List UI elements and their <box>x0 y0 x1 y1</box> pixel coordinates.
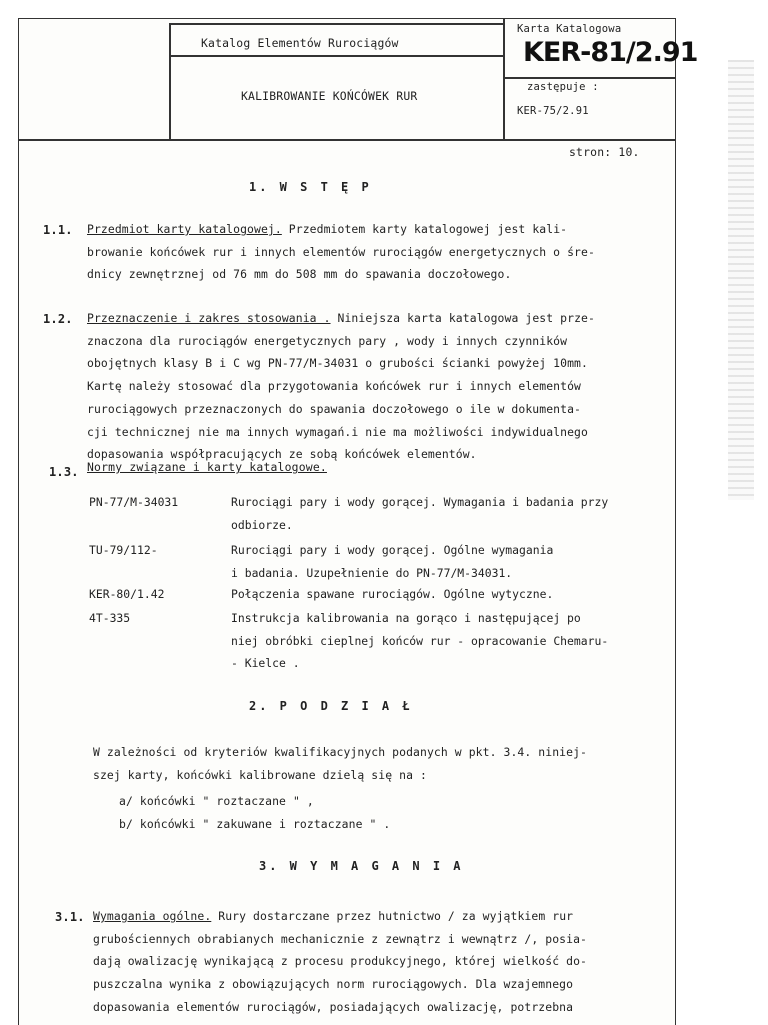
para-1-1-line-2: browanie końcówek rur i innych elementów rurociągów energetycznych o śre- <box>87 244 595 259</box>
norm-desc-3: Połączenia spawane rurociągów. Ogólne wytyczne. <box>231 587 554 601</box>
para-1-2-line-6: cji technicznej nie ma innych wymagań.i nie ma możliwości indywidualnego <box>87 424 588 439</box>
para-1-2-number: 1.2. <box>43 312 73 326</box>
catalog-name: Katalog Elementów Rurociągów <box>201 36 399 50</box>
section-3-heading: 3. W Y M A G A N I A <box>259 859 464 873</box>
header-bottom-border <box>19 139 675 141</box>
section-2-body <box>93 741 587 786</box>
header-top-inner <box>169 23 503 25</box>
norm-code-3: KER-80/1.42 <box>89 587 165 601</box>
para-1-1-line-3: dnicy zewnętrznej od 76 mm do 508 mm do spawania doczołowego. <box>87 267 512 282</box>
para-1-3-title-text: Normy związane i karty katalogowe. <box>87 460 327 474</box>
para-3-1-line-1: Rury dostarczane przez hutnictwo / za wyjątkiem rur <box>218 909 574 923</box>
division-list <box>119 790 390 835</box>
card-label: Karta Katalogowa <box>517 23 622 35</box>
catalog-card-page <box>18 18 698 1025</box>
card-number: KER-81/2.91 <box>523 37 698 68</box>
header-right-mid-line <box>503 77 675 79</box>
scan-artifact <box>728 60 754 500</box>
para-3-1-line-3: dają owalizację wynikającą z procesu produkcyjnego, której wielkość do- <box>93 954 587 969</box>
norm-desc-4-line-3: - Kielce . <box>231 656 300 671</box>
norm-desc-4-line-2: niej obróbki cieplnej końców rur - opracowanie Chemaru- <box>231 633 609 648</box>
para-1-2-line-4: Kartę należy stosować dla przygotowania końcówek rur i innych elementów <box>87 379 581 394</box>
para-1-2-line-5: rurociągowych przeznaczonych do spawania doczołowego o ile w dokumenta- <box>87 401 581 416</box>
header-divider-right <box>503 19 505 140</box>
norm-desc-2-line-2: i badania. Uzupełnienie do PN-77/M-34031. <box>231 565 513 580</box>
division-item-b: b/ końcówki " zakuwane i roztaczane " . <box>119 816 391 831</box>
section-1-heading: 1. W S T Ę P <box>249 180 372 194</box>
para-1-2-line-1: Niniejsza karta katalogowa jest prze- <box>337 311 595 325</box>
para-1-1 <box>87 218 595 286</box>
norm-desc-1 <box>231 491 608 536</box>
para-3-1-title: Wymagania ogólne. <box>93 909 212 923</box>
norm-code-1: PN-77/M-34031 <box>89 495 179 509</box>
para-1-2-line-2: znaczona dla rurociągów energetycznych pary , wody i innych czynników <box>87 333 568 348</box>
norm-desc-1-line-1: Rurociągi pary i wody gorącej. Wymagania i badania przy <box>231 495 609 509</box>
para-1-3-number: 1.3. <box>49 465 79 479</box>
para-3-1-number: 3.1. <box>55 910 85 924</box>
para-1-2-line-7: dopasowania współpracujących ze sobą końcówek elementów. <box>87 447 477 462</box>
norm-desc-2-line-1: Rurociągi pary i wody gorącej. Ogólne wymagania <box>231 543 554 557</box>
header-mid-line <box>169 55 503 57</box>
section-2-line-1: W zależności od kryteriów kwalifikacyjnych podanych w pkt. 3.4. niniej- <box>93 745 587 759</box>
replaces-label: zastępuje : <box>527 81 599 93</box>
header-divider-left <box>169 23 171 140</box>
document-title: KALIBROWANIE KOŃCÓWEK RUR <box>241 89 418 103</box>
section-2-heading: 2. P O D Z I A Ł <box>249 699 413 713</box>
para-3-1-line-5: dopasowania elementów rurociągów, posiadających owalizację, potrzebna <box>93 999 574 1014</box>
norm-desc-4 <box>231 607 608 675</box>
para-3-1-line-2: grubościennych obrabianych mechanicznie z zewnątrz i wewnątrz /, posia- <box>93 931 587 946</box>
norm-desc-1-line-2: odbiorze. <box>231 517 293 532</box>
para-1-1-number: 1.1. <box>43 223 73 237</box>
section-2-line-2: szej karty, końcówki kalibrowane dzielą się na : <box>93 767 427 782</box>
norm-desc-2 <box>231 539 553 584</box>
para-1-1-line-1: Przedmiotem karty katalogowej jest kali- <box>288 222 568 236</box>
para-3-1 <box>93 905 587 1019</box>
norm-code-2: TU-79/112- <box>89 543 158 557</box>
division-item-a: a/ końcówki " roztaczane " , <box>119 794 314 808</box>
para-1-2 <box>87 307 595 466</box>
para-1-3-title <box>87 460 327 474</box>
norm-desc-4-line-1: Instrukcja kalibrowania na gorąco i następującej po <box>231 611 581 625</box>
para-1-2-title: Przeznaczenie i zakres stosowania . <box>87 311 331 325</box>
page-count: stron: 10. <box>569 145 640 159</box>
para-1-1-title: Przedmiot karty katalogowej. <box>87 222 282 236</box>
replaces-value: KER-75/2.91 <box>517 105 589 117</box>
norm-code-4: 4T-335 <box>89 611 131 625</box>
para-3-1-line-4: puszczalna wynika z obowiązujących norm rurociągowych. Dla wzajemnego <box>93 977 574 992</box>
para-1-2-line-3: obojętnych klasy B i C wg PN-77/M-34031 o grubości ścianki powyżej 10mm. <box>87 356 588 371</box>
